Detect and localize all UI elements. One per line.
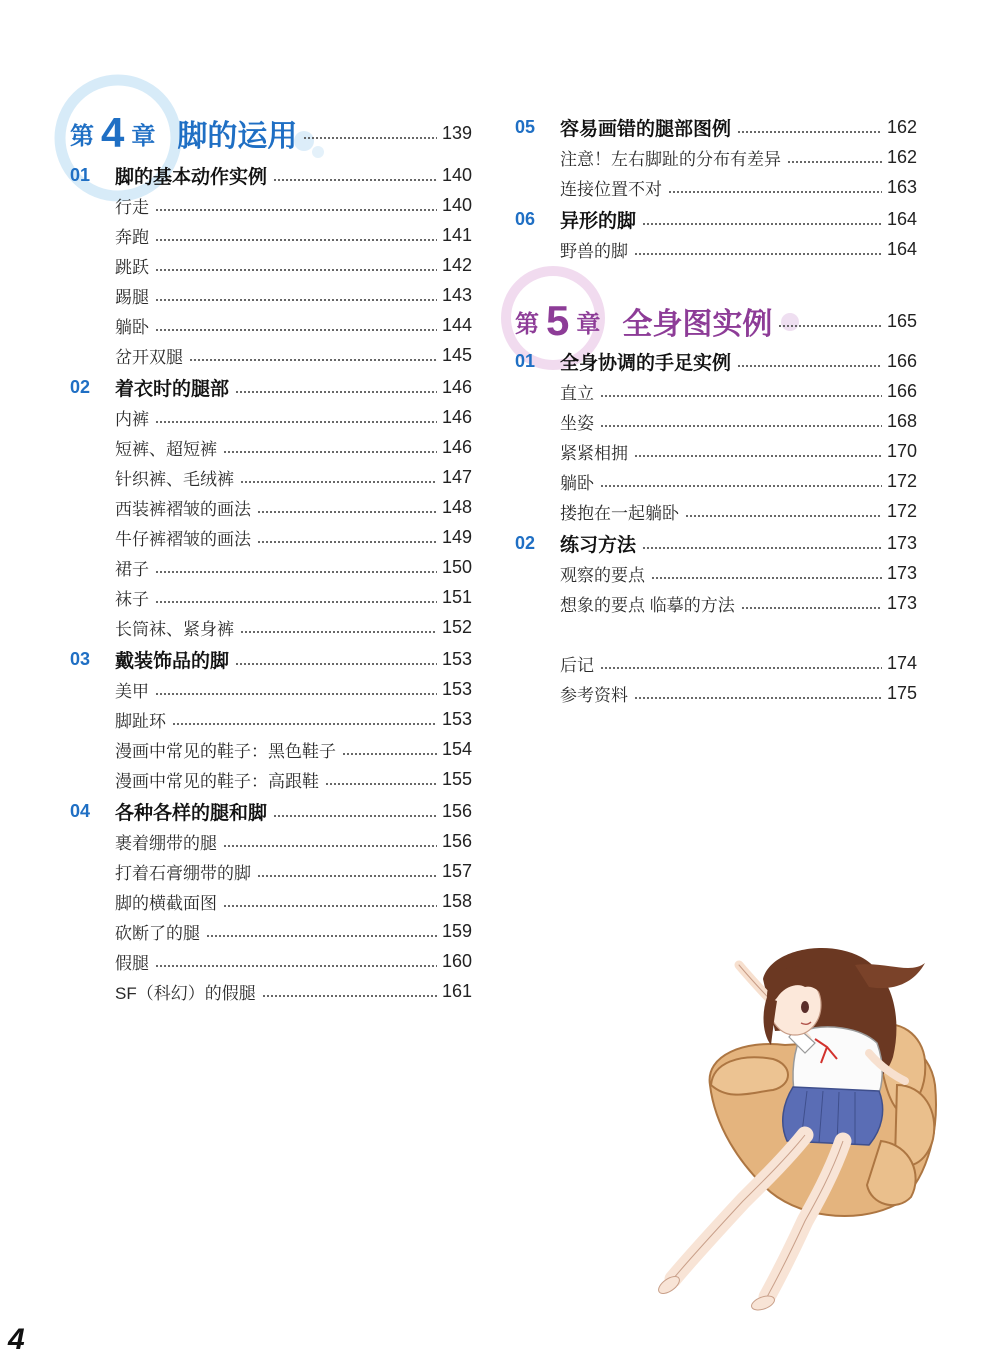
entry-title: SF（科幻）的假腿 [115, 983, 256, 1003]
leader-dots [741, 606, 882, 610]
page-number: 151 [441, 586, 472, 607]
entry-title: 观察的要点 [560, 565, 645, 585]
leader-dots [634, 252, 882, 256]
page-number: 146 [441, 376, 472, 397]
entry-title: 坐姿 [560, 413, 594, 433]
leader-dots [240, 630, 437, 634]
entry-title: 奔跑 [115, 227, 149, 247]
chapter-page: 139 [441, 122, 472, 143]
chapter-number: 4 [101, 109, 125, 156]
toc-entry [515, 678, 917, 708]
leader-dots [172, 722, 437, 726]
page-number: 142 [441, 254, 472, 275]
entry-title: 牛仔裤褶皱的画法 [115, 529, 251, 549]
entry-title: 漫画中常见的鞋子：高跟鞋 [115, 771, 319, 791]
leader-dots [155, 964, 437, 968]
toc-section [70, 372, 472, 402]
leader-dots [189, 358, 437, 362]
page-number: 168 [886, 410, 917, 431]
toc-entry [70, 280, 472, 310]
toc-appendix [515, 648, 917, 708]
toc-entry [70, 764, 472, 794]
page-folio: 4 [8, 1323, 25, 1356]
toc-entry [70, 340, 472, 370]
entry-title: 紧紧相拥 [560, 443, 628, 463]
entry-title: 砍断了的腿 [115, 923, 200, 943]
chapter-5-heading [515, 296, 917, 346]
leader-dots [262, 994, 437, 998]
toc-entry [515, 142, 917, 172]
leader-dots [634, 454, 882, 458]
leader-dots [342, 752, 437, 756]
page-number: 166 [886, 380, 917, 401]
leader-dots [600, 394, 882, 398]
toc-entry [70, 856, 472, 886]
toc-entry [70, 674, 472, 704]
toc-entry [70, 402, 472, 432]
leader-dots [235, 662, 437, 666]
toc-entry [70, 886, 472, 916]
page-number: 141 [441, 224, 472, 245]
entry-title: 躺卧 [560, 473, 594, 493]
toc-section [70, 160, 472, 190]
section-number: 04 [70, 800, 91, 821]
leader-dots [257, 874, 437, 878]
entry-title: 想象的要点 临摹的方法 [560, 595, 735, 615]
page-number: 146 [441, 436, 472, 457]
page-number: 163 [886, 176, 917, 197]
girl-on-giant-hand-illustration [655, 935, 940, 1315]
toc-section [70, 796, 472, 826]
page-number: 157 [441, 860, 472, 881]
entry-title: 裙子 [115, 559, 149, 579]
entry-title: 袜子 [115, 589, 149, 609]
leader-dots [651, 576, 882, 580]
toc-entry [70, 492, 472, 522]
toc-entry [70, 916, 472, 946]
page-number: 140 [441, 164, 472, 185]
page-number: 146 [441, 406, 472, 427]
page-number: 153 [441, 648, 472, 669]
chapter-suffix: 章 [576, 310, 601, 338]
page-number: 153 [441, 678, 472, 699]
section-number: 01 [515, 350, 536, 371]
entry-title: 参考资料 [560, 685, 628, 705]
entry-title: 打着石膏绷带的脚 [115, 863, 251, 883]
leader-dots [600, 484, 882, 488]
page-number: 172 [886, 500, 917, 521]
leader-dots [273, 814, 437, 818]
toc-section [515, 528, 917, 558]
page-number: 164 [886, 208, 917, 229]
page-number: 164 [886, 238, 917, 259]
toc-entry [70, 976, 472, 1006]
page-number: 174 [886, 652, 917, 673]
leader-dots [155, 600, 437, 604]
chapter-page: 165 [886, 310, 917, 331]
page-number: 161 [441, 980, 472, 1001]
page-number: 160 [441, 950, 472, 971]
leader-dots [235, 390, 437, 394]
leader-dots [600, 666, 882, 670]
page-number: 158 [441, 890, 472, 911]
section-number: 06 [515, 208, 536, 229]
page-number: 156 [441, 800, 472, 821]
entry-title: 后记 [560, 655, 594, 675]
page-number: 175 [886, 682, 917, 703]
entry-title: 裹着绷带的腿 [115, 833, 217, 853]
toc-entry [515, 558, 917, 588]
section-number: 03 [70, 648, 91, 669]
page-number: 140 [441, 194, 472, 215]
chapter-4-heading [70, 108, 472, 158]
section-title: 脚的基本动作实例 [115, 166, 268, 188]
page-number: 172 [886, 470, 917, 491]
toc-entry [70, 522, 472, 552]
leader-dots [600, 424, 882, 428]
entry-title: 内裤 [115, 409, 149, 429]
entry-title: 搂抱在一起躺卧 [560, 503, 679, 523]
section-title: 各种各样的腿和脚 [115, 802, 268, 824]
section-title: 着衣时的腿部 [115, 378, 230, 400]
toc-entry [70, 552, 472, 582]
leader-dots [155, 208, 437, 212]
entry-title: 脚趾环 [115, 711, 166, 731]
chapter-prefix: 第 [515, 310, 539, 338]
eye [801, 1001, 809, 1013]
leader-dots [634, 696, 882, 700]
leader-dots [273, 178, 437, 182]
toc-section [70, 644, 472, 674]
leader-dots [155, 268, 437, 272]
page-number: 155 [441, 768, 472, 789]
entry-title: 躺卧 [115, 317, 149, 337]
toc-entry [515, 588, 917, 618]
toc-entry [515, 496, 917, 526]
entry-title: 岔开双腿 [115, 347, 183, 367]
page-number: 173 [886, 592, 917, 613]
entry-title: 连接位置不对 [560, 179, 662, 199]
entry-title: 西装裤褶皱的画法 [115, 499, 251, 519]
chapter-title: 脚的运用 [177, 120, 298, 153]
toc-left-column [70, 160, 472, 1006]
toc-entry [70, 190, 472, 220]
toc-right-column-bottom [515, 346, 917, 618]
section-title: 练习方法 [560, 534, 637, 556]
toc-entry [70, 704, 472, 734]
leader-dots [240, 480, 437, 484]
chapter-prefix: 第 [70, 122, 94, 150]
leader-dots [325, 782, 437, 786]
toc-entry [515, 406, 917, 436]
entry-title: 注意！左右脚趾的分布有差异 [560, 149, 781, 169]
section-title: 戴装饰品的脚 [115, 650, 230, 672]
leader-dots [685, 514, 882, 518]
leader-dots [223, 844, 437, 848]
page-number: 145 [441, 344, 472, 365]
entry-title: 长筒袜、紧身裤 [115, 619, 234, 639]
leader-dots [155, 328, 437, 332]
entry-title: 针织裤、毛绒裤 [115, 469, 234, 489]
page-number: 148 [441, 496, 472, 517]
toc-entry [70, 826, 472, 856]
leader-dots [257, 540, 437, 544]
leader-dots [642, 222, 882, 226]
page-number: 150 [441, 556, 472, 577]
leader-dots [223, 450, 437, 454]
toc-section [515, 204, 917, 234]
leader-dots [778, 324, 882, 328]
section-number: 05 [515, 116, 536, 137]
page-number: 162 [886, 116, 917, 137]
toc-entry [70, 462, 472, 492]
entry-title: 野兽的脚 [560, 241, 628, 261]
leader-dots [668, 190, 882, 194]
toc-entry [70, 582, 472, 612]
leader-dots [737, 364, 882, 368]
chapter-number: 5 [546, 297, 570, 344]
page-number: 152 [441, 616, 472, 637]
entry-title: 行走 [115, 197, 149, 217]
toc-right-column-top [515, 112, 917, 264]
toc-section [515, 112, 917, 142]
leader-dots [737, 130, 882, 134]
entry-title: 假腿 [115, 953, 149, 973]
toc-entry [70, 432, 472, 462]
toc-entry [70, 612, 472, 642]
section-number: 01 [70, 164, 91, 185]
leader-dots [155, 238, 437, 242]
page-number: 162 [886, 146, 917, 167]
toc-entry [515, 376, 917, 406]
page-number: 159 [441, 920, 472, 941]
leader-dots [155, 570, 437, 574]
page-number: 173 [886, 562, 917, 583]
leader-dots [223, 904, 437, 908]
toc-entry [515, 234, 917, 264]
chapter-title: 全身图实例 [622, 308, 773, 341]
leader-dots [206, 934, 437, 938]
section-number: 02 [70, 376, 91, 397]
page-number: 144 [441, 314, 472, 335]
toc-entry [515, 436, 917, 466]
entry-title: 美甲 [115, 681, 149, 701]
toc-entry [515, 172, 917, 202]
toc-entry [515, 466, 917, 496]
toc-entry [70, 310, 472, 340]
toc-entry [70, 220, 472, 250]
toc-entry [70, 946, 472, 976]
entry-title: 脚的横截面图 [115, 893, 217, 913]
leader-dots [303, 136, 437, 140]
toc-entry [70, 250, 472, 280]
entry-title: 短裤、超短裤 [115, 439, 217, 459]
page-number: 153 [441, 708, 472, 729]
section-number: 02 [515, 532, 536, 553]
section-title: 容易画错的腿部图例 [560, 118, 732, 140]
page-number: 173 [886, 532, 917, 553]
entry-title: 踢腿 [115, 287, 149, 307]
leader-dots [642, 546, 882, 550]
page-number: 166 [886, 350, 917, 371]
chapter-suffix: 章 [131, 122, 156, 150]
page-number: 154 [441, 738, 472, 759]
page-number: 143 [441, 284, 472, 305]
toc-entry [70, 734, 472, 764]
page-number: 170 [886, 440, 917, 461]
leader-dots [155, 420, 437, 424]
leader-dots [787, 160, 882, 164]
leader-dots [155, 298, 437, 302]
page-number: 156 [441, 830, 472, 851]
toc-section [515, 346, 917, 376]
page-number: 149 [441, 526, 472, 547]
section-title: 全身协调的手足实例 [560, 352, 732, 374]
section-title: 异形的脚 [560, 210, 637, 232]
leader-dots [155, 692, 437, 696]
entry-title: 漫画中常见的鞋子：黑色鞋子 [115, 741, 336, 761]
page-number: 147 [441, 466, 472, 487]
toc-entry [515, 648, 917, 678]
entry-title: 跳跃 [115, 257, 149, 277]
leader-dots [257, 510, 437, 514]
entry-title: 直立 [560, 383, 594, 403]
